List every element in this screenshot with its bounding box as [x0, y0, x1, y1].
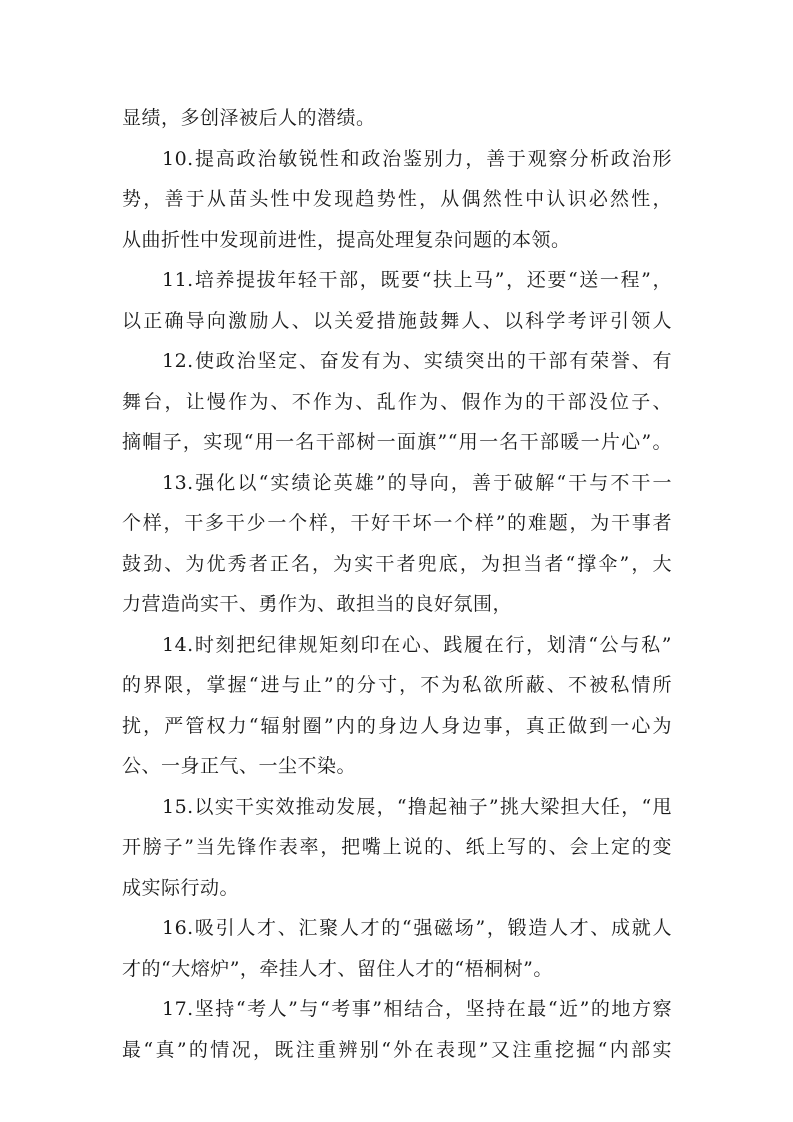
text-line: 才的“大熔炉”，牵挂人才、留住人才的“梧桐树”。 — [122, 958, 553, 980]
text-line: 鼓劲、为优秀者正名，为实干者兜底，为担当者“撑伞”，大 — [122, 553, 672, 575]
text-line: 12.使政治坚定、奋发有为、实绩突出的干部有荣誉、有 — [162, 350, 672, 372]
text-line: 的界限，掌握“进与止”的分寸，不为私欲所蔽、不被私情所 — [122, 674, 672, 696]
text-line: 势，善于从苗头性中发现趋势性，从偶然性中认识必然性， — [122, 188, 672, 210]
text-line: 17.坚持“考人”与“考事”相结合，坚持在最“近”的地方察 — [162, 998, 672, 1020]
text-line: 最“真”的情况，既注重辨别“外在表现”又注重挖掘“内部实 — [122, 1039, 672, 1061]
text-line: 14.时刻把纪律规矩刻印在心、践履在行，划清“公与私” — [162, 634, 672, 656]
text-line: 11.培养提拔年轻干部，既要“扶上马”，还要“送一程”， — [162, 269, 672, 291]
text-line: 15.以实干实效推动发展，“撸起袖子”挑大梁担大任，“甩 — [162, 796, 672, 818]
text-line: 显绩，多创泽被后人的潜绩。 — [122, 107, 376, 129]
text-line: 公、一身正气、一尘不染。 — [122, 755, 357, 777]
text-line: 摘帽子，实现“用一名干部树一面旗”“用一名干部暖一片心”。 — [122, 431, 672, 453]
text-line: 以正确导向激励人、以关爱措施鼓舞人、以科学考评引领人 — [122, 310, 672, 332]
text-line: 10.提高政治敏锐性和政治鉴别力，善于观察分析政治形 — [162, 148, 672, 170]
text-line: 个样，干多干少一个样，干好干坏一个样”的难题，为干事者 — [122, 512, 672, 534]
text-line: 成实际行动。 — [122, 877, 240, 899]
text-line: 力营造尚实干、勇作为、敢担当的良好氛围， — [122, 593, 513, 615]
text-line: 16.吸引人才、汇聚人才的“强磁场”，锻造人才、成就人 — [162, 917, 672, 939]
text-line: 从曲折性中发现前进性，提高处理复杂问题的本领。 — [122, 229, 571, 251]
text-line: 舞台，让慢作为、不作为、乱作为、假作为的干部没位子、 — [122, 391, 672, 413]
text-line: 13.强化以“实绩论英雄”的导向，善于破解“干与不干一 — [162, 472, 672, 494]
text-line: 开膀子”当先锋作表率，把嘴上说的、纸上写的、会上定的变 — [122, 836, 672, 858]
text-line: 扰，严管权力“辐射圈”内的身边人身边事，真正做到一心为 — [122, 715, 672, 737]
